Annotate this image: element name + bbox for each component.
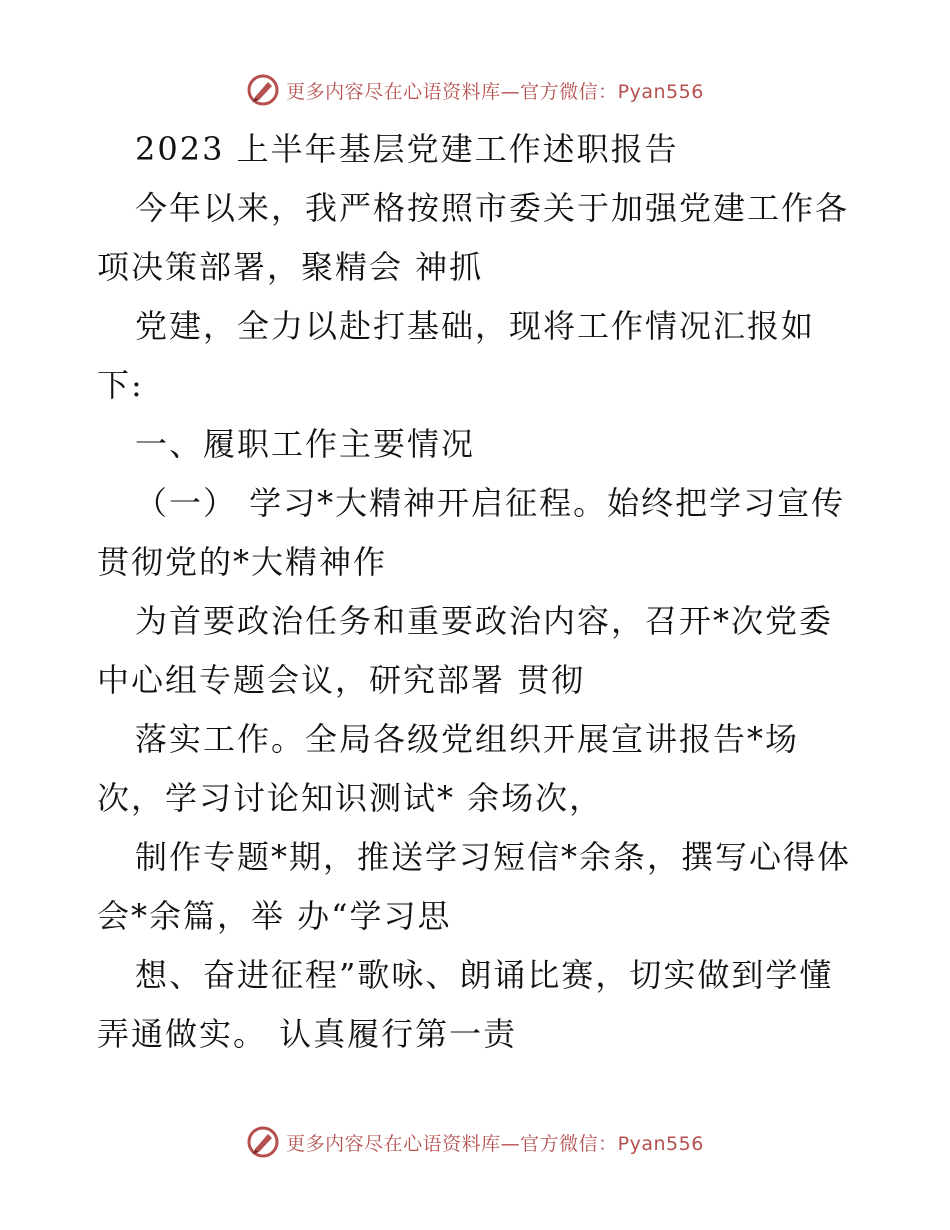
text-line: 制作专题*期，推送学习短信*余条，撰写心得体 [135, 838, 852, 876]
text-line: 党建，全力以赴打基础，现将工作情况汇报如 [135, 307, 816, 345]
text-line: 2023 上半年基层党建工作述职报告 [135, 130, 679, 168]
text-line: 弄通做实。 认真履行第一责 [97, 1015, 518, 1053]
pen-logo-icon [246, 1125, 280, 1159]
text-line: 项决策部署，聚精会 神抓 [97, 248, 484, 286]
watermark-text: 更多内容尽在心语资料库—官方微信：Pyan556 [286, 1132, 704, 1155]
text-line: 想、奋进征程”歌咏、朗诵比赛，切实做到学懂 [135, 956, 834, 994]
pen-logo-icon [246, 73, 280, 107]
text-line: 一、履职工作主要情况 [135, 425, 476, 463]
text-line: 会*余篇，举 办“学习思 [97, 897, 452, 935]
text-line: 贯彻党的*大精神作 [97, 543, 388, 581]
watermark-text: 更多内容尽在心语资料库—官方微信：Pyan556 [286, 80, 704, 103]
footer-watermark [0, 1122, 950, 1162]
header-watermark [0, 70, 950, 110]
text-line: 下: [97, 366, 144, 404]
text-line: 今年以来，我严格按照市委关于加强党建工作各 [135, 189, 850, 227]
text-line: 中心组专题会议，研究部署 贯彻 [97, 661, 586, 699]
text-line: 为首要政治任务和重要政治内容，召开*次党委 [135, 602, 834, 640]
text-line: 次，学习讨论知识测试* 余场次， [97, 779, 604, 817]
document-body [97, 120, 857, 1064]
text-line: （一） 学习*大精神开启征程。始终把学习宣传 [135, 484, 846, 522]
text-line: 落实工作。全局各级党组织开展宣讲报告*场 [135, 720, 800, 758]
